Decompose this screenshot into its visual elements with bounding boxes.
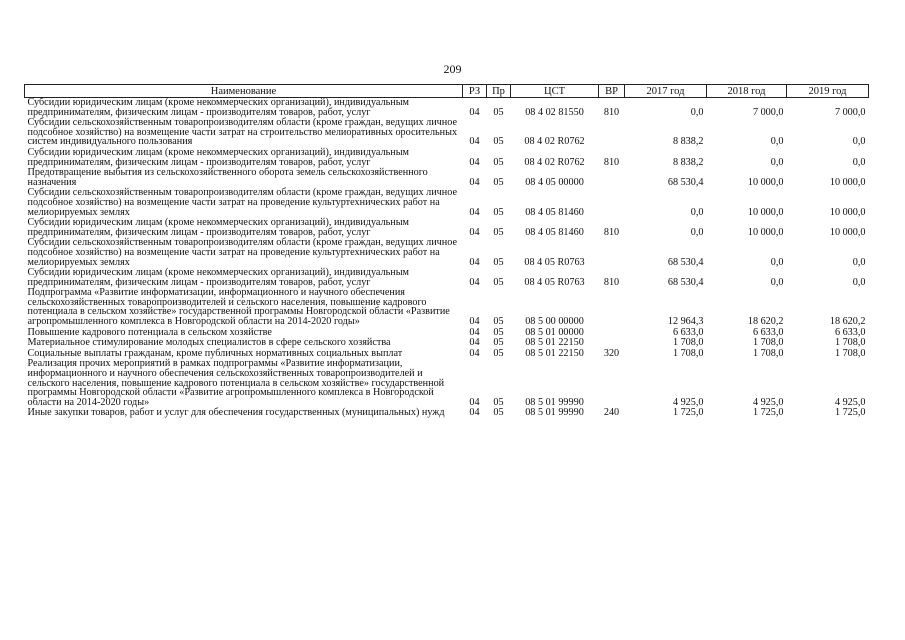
table-row — [25, 268, 869, 288]
cell-name: Субсидии юридическим лицам (кроме некоммерческих организаций), индивидуальным предпринимателям, физическим лицам - производителям товаров, работ, услуг — [27, 267, 409, 288]
cell-cst: 08 4 02 R0762 — [524, 136, 585, 148]
cell-2018: 0,0 — [770, 276, 784, 288]
table-row — [25, 408, 869, 419]
cell-2017: 6 633,0 — [672, 326, 704, 338]
cell-cst: 08 4 05 00000 — [525, 176, 584, 188]
table-header-row — [25, 85, 869, 98]
cell-2018: 10 000,0 — [747, 226, 784, 238]
cell-name: Иные закупки товаров, работ и услуг для обеспечения государственных (муниципальных) нужд — [27, 407, 445, 419]
column-header-name: Наименование — [25, 85, 463, 98]
column-header-2017: 2017 год — [625, 85, 707, 98]
cell-2017: 8 838,2 — [672, 156, 704, 168]
cell-2017: 68 530,4 — [667, 256, 704, 268]
cell-pr: 05 — [493, 316, 504, 328]
cell-name: Субсидии сельскохозяйственным товаропроизводителям области (кроме граждан, ведущих личное подсобное хозяйство) на возмещение части затрат на проведение культуртехнических работ на мелиорируемых землях — [27, 187, 457, 218]
cell-rz: 04 — [469, 326, 480, 338]
cell-cst: 08 4 05 R0763 — [524, 256, 585, 268]
cell-pr: 05 — [493, 326, 504, 338]
cell-pr: 05 — [493, 156, 504, 168]
cell-2019: 10 000,0 — [829, 206, 866, 218]
column-header-2019: 2019 год — [787, 85, 869, 98]
cell-2019: 7 000,0 — [834, 106, 866, 118]
cell-rz: 04 — [469, 106, 480, 118]
cell-cst: 08 5 01 99990 — [525, 396, 584, 408]
cell-2019: 1 708,0 — [834, 347, 866, 359]
cell-rz: 04 — [469, 176, 480, 188]
cell-2017: 12 964,3 — [667, 316, 704, 328]
cell-pr: 05 — [493, 176, 504, 188]
cell-2019: 1 725,0 — [834, 407, 866, 419]
cell-2019: 10 000,0 — [829, 226, 866, 238]
cell-pr: 05 — [493, 347, 504, 359]
cell-rz: 04 — [469, 407, 480, 419]
cell-cst: 08 4 05 R0763 — [524, 276, 585, 288]
cell-rz: 04 — [469, 256, 480, 268]
table-row — [25, 98, 869, 119]
cell-name: Субсидии юридическим лицам (кроме некоммерческих организаций), индивидуальным предпринимателям, физическим лицам - производителям товаров, работ, услуг — [27, 97, 409, 118]
cell-pr: 05 — [493, 136, 504, 148]
cell-pr: 05 — [493, 256, 504, 268]
cell-name: Социальные выплаты гражданам, кроме публичных нормативных социальных выплат — [27, 347, 403, 359]
cell-cst: 08 5 01 22150 — [525, 347, 584, 359]
cell-2018: 0,0 — [770, 136, 784, 148]
cell-vr — [599, 288, 625, 327]
cell-name: Материальное стимулирование молодых специалистов в сфере сельского хозяйства — [27, 337, 391, 349]
column-header-rz: РЗ — [463, 85, 487, 98]
cell-pr: 05 — [493, 407, 504, 419]
cell-name: Повышение кадрового потенциала в сельском хозяйстве — [27, 326, 272, 338]
cell-vr: 320 — [603, 347, 620, 359]
cell-2017: 68 530,4 — [667, 176, 704, 188]
table-row — [25, 148, 869, 168]
cell-2019: 10 000,0 — [829, 176, 866, 188]
cell-2019: 1 708,0 — [834, 337, 866, 349]
cell-2018: 7 000,0 — [752, 106, 784, 118]
cell-pr: 05 — [493, 337, 504, 349]
cell-2019: 4 925,0 — [834, 396, 866, 408]
cell-pr: 05 — [493, 396, 504, 408]
cell-2017: 68 530,4 — [667, 276, 704, 288]
column-header-vr: ВР — [599, 85, 625, 98]
table-row — [25, 168, 869, 188]
cell-2018: 1 708,0 — [752, 347, 784, 359]
table-row — [25, 288, 869, 327]
cell-2017: 1 708,0 — [672, 347, 704, 359]
cell-vr: 810 — [603, 226, 620, 238]
cell-2017: 4 925,0 — [672, 396, 704, 408]
cell-pr: 05 — [493, 106, 504, 118]
cell-vr — [599, 328, 625, 339]
cell-vr — [599, 188, 625, 218]
cell-rz: 04 — [469, 316, 480, 328]
cell-vr — [599, 238, 625, 268]
cell-cst: 08 4 05 81460 — [525, 206, 584, 218]
cell-2019: 18 620,2 — [829, 316, 866, 328]
cell-cst: 08 5 00 00000 — [525, 316, 584, 328]
cell-cst: 08 5 01 22150 — [525, 337, 584, 349]
cell-rz: 04 — [469, 156, 480, 168]
cell-name: Подпрограмма «Развитие информатизации, информационного и научного обеспечения сельскохозяйственных товаропроизводителей и сельского населения, повышение кадрового потенциала в сельском хозяйстве» государственной программы Новгородской области «Развитие агропромышленного комплекса в Новгородской области на 2014-2020 годы» — [27, 287, 450, 328]
cell-vr — [599, 168, 625, 188]
cell-2018: 1 725,0 — [752, 407, 784, 419]
table-row — [25, 118, 869, 148]
column-header-cst: ЦСТ — [511, 85, 599, 98]
table-row — [25, 238, 869, 268]
cell-2019: 0,0 — [852, 136, 866, 148]
budget-table — [24, 84, 869, 419]
cell-2019: 6 633,0 — [834, 326, 866, 338]
cell-2018: 6 633,0 — [752, 326, 784, 338]
cell-vr: 810 — [603, 156, 620, 168]
cell-2019: 0,0 — [852, 276, 866, 288]
cell-rz: 04 — [469, 136, 480, 148]
cell-vr — [599, 118, 625, 148]
cell-cst: 08 4 02 81550 — [525, 106, 584, 118]
table-row — [25, 188, 869, 218]
cell-2017: 0,0 — [690, 206, 704, 218]
cell-name: Предотвращение выбытия из сельскохозяйственного оборота земель сельскохозяйственного назначения — [27, 167, 428, 188]
cell-2018: 0,0 — [770, 156, 784, 168]
cell-2017: 0,0 — [690, 226, 704, 238]
cell-vr — [599, 359, 625, 408]
cell-rz: 04 — [469, 206, 480, 218]
table-row — [25, 359, 869, 408]
cell-vr: 240 — [603, 407, 620, 419]
cell-2019: 0,0 — [852, 156, 866, 168]
cell-pr: 05 — [493, 226, 504, 238]
cell-vr: 810 — [603, 106, 620, 118]
cell-2018: 10 000,0 — [747, 206, 784, 218]
cell-rz: 04 — [469, 226, 480, 238]
cell-2017: 1 725,0 — [672, 407, 704, 419]
column-header-2018: 2018 год — [707, 85, 787, 98]
cell-2017: 1 708,0 — [672, 337, 704, 349]
cell-name: Субсидии сельскохозяйственным товаропроизводителям области (кроме граждан, ведущих личное подсобное хозяйство) на возмещение части затрат на строительство мелиоративных оросительных систем индивидуального пользования — [27, 117, 458, 148]
cell-rz: 04 — [469, 337, 480, 349]
cell-2018: 10 000,0 — [747, 176, 784, 188]
cell-cst: 08 5 01 99990 — [525, 407, 584, 419]
cell-2018: 4 925,0 — [752, 396, 784, 408]
cell-2019: 0,0 — [852, 256, 866, 268]
cell-name: Субсидии сельскохозяйственным товаропроизводителям области (кроме граждан, ведущих личное подсобное хозяйство) на возмещение части затрат на проведение культуртехнических работ на мелиорируемых землях — [27, 237, 457, 268]
cell-2017: 8 838,2 — [672, 136, 704, 148]
cell-vr: 810 — [603, 276, 620, 288]
cell-cst: 08 4 02 R0762 — [524, 156, 585, 168]
cell-cst: 08 5 01 00000 — [525, 326, 584, 338]
page-number: 209 — [443, 62, 462, 76]
cell-rz: 04 — [469, 396, 480, 408]
table-row — [25, 218, 869, 238]
column-header-pr: Пр — [487, 85, 511, 98]
cell-rz: 04 — [469, 347, 480, 359]
cell-name: Реализация прочих мероприятий в рамках подпрограммы «Развитие информатизации, информационного и научного обеспечения сельскохозяйственных товаропроизводителей и сельского населения, повышение кадрового потенциала в сельском хозяйстве» государственной программы Новгородской области «Развитие агропромышленного комплекса в Новгородской области на 2014-2020 годы» — [27, 358, 445, 408]
cell-2017: 0,0 — [690, 106, 704, 118]
cell-pr: 05 — [493, 276, 504, 288]
cell-rz: 04 — [469, 276, 480, 288]
cell-name: Субсидии юридическим лицам (кроме некоммерческих организаций), индивидуальным предпринимателям, физическим лицам - производителям товаров, работ, услуг — [27, 217, 409, 238]
cell-name: Субсидии юридическим лицам (кроме некоммерческих организаций), индивидуальным предпринимателям, физическим лицам - производителям товаров, работ, услуг — [27, 146, 409, 168]
cell-2018: 0,0 — [770, 256, 784, 268]
cell-pr: 05 — [493, 206, 504, 218]
cell-cst: 08 4 05 81460 — [525, 226, 584, 238]
cell-2018: 18 620,2 — [747, 316, 784, 328]
cell-2018: 1 708,0 — [752, 337, 784, 349]
